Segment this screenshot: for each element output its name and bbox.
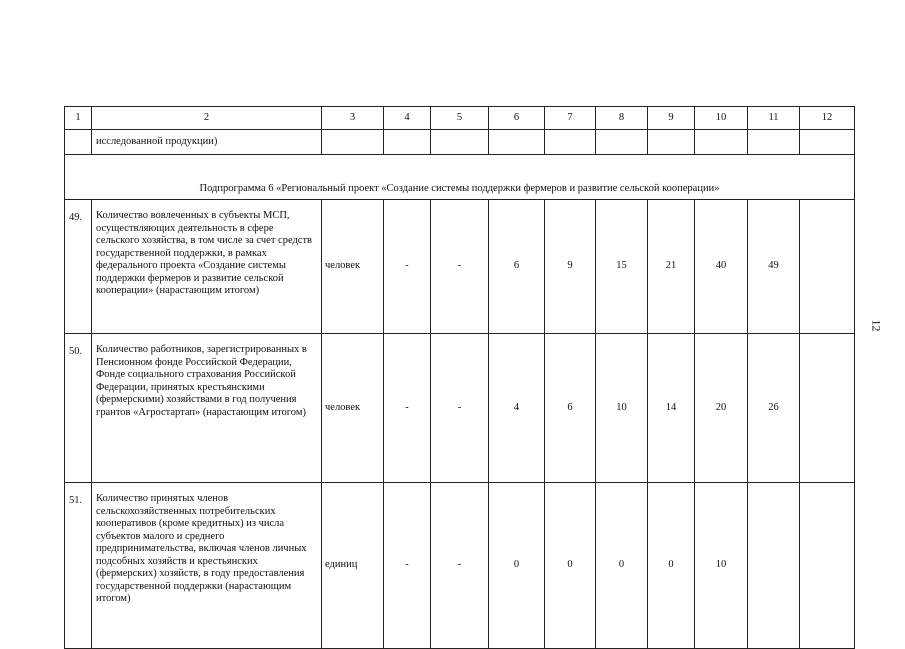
table-cell <box>800 130 855 155</box>
value-cell: 14 <box>648 334 695 483</box>
row-number: 50. <box>65 334 92 483</box>
value-cell: - <box>431 483 489 649</box>
column-header: 4 <box>384 107 431 130</box>
column-header: 10 <box>695 107 748 130</box>
value-cell: 15 <box>596 200 648 334</box>
value-cell: 9 <box>545 200 596 334</box>
indicator-name: Количество работников, зарегистрированных в Пенсионном фонде Российской Федерации, Фонде социального страхования Российской Федерации, принятых крестьянскими (фермерскими) хозяйствами в год получения грантов «Агростартап» (нарастающим итогом) <box>92 334 322 483</box>
value-cell: 0 <box>489 483 545 649</box>
value-cell: 4 <box>489 334 545 483</box>
table-cell <box>695 130 748 155</box>
value-cell: 0 <box>596 483 648 649</box>
indicators-table <box>64 106 855 649</box>
subprogram-title: Подпрограмма 6 «Региональный проект «Создание системы поддержки фермеров и развитие сельской кооперации» <box>65 155 855 200</box>
table-cell <box>596 130 648 155</box>
value-cell: 6 <box>489 200 545 334</box>
column-header: 7 <box>545 107 596 130</box>
value-cell: - <box>384 200 431 334</box>
value-cell <box>800 334 855 483</box>
table-cell <box>322 130 384 155</box>
table-cell <box>384 130 431 155</box>
value-cell: 21 <box>648 200 695 334</box>
value-cell: 26 <box>748 334 800 483</box>
row-number: 49. <box>65 200 92 334</box>
table-cell <box>489 130 545 155</box>
table-row <box>65 200 855 334</box>
row-number: 51. <box>65 483 92 649</box>
column-header: 3 <box>322 107 384 130</box>
table-cell <box>648 130 695 155</box>
value-cell <box>800 483 855 649</box>
value-cell <box>800 200 855 334</box>
table-row <box>65 334 855 483</box>
column-header: 1 <box>65 107 92 130</box>
column-header: 8 <box>596 107 648 130</box>
column-header: 12 <box>800 107 855 130</box>
column-header: 9 <box>648 107 695 130</box>
unit-cell: человек <box>322 334 384 483</box>
table-cell <box>545 130 596 155</box>
value-cell: 0 <box>545 483 596 649</box>
table-cell <box>65 130 92 155</box>
value-cell: 10 <box>596 334 648 483</box>
page-number: 12 <box>869 319 884 332</box>
value-cell: 49 <box>748 200 800 334</box>
indicator-name: Количество принятых членов сельскохозяйственных потребительских кооперативов (кроме кредитных) из числа субъектов малого и среднего предпринимательства, включая членов личных подсобных хозяйств и крестьянских (фермерских) хозяйств, в году предоставления государственной поддержки (нарастающим итогом) <box>92 483 322 649</box>
value-cell: - <box>431 200 489 334</box>
continuation-text: исследованной продукции) <box>92 130 322 155</box>
value-cell: 20 <box>695 334 748 483</box>
column-number-row <box>65 107 855 130</box>
value-cell: 0 <box>648 483 695 649</box>
unit-cell: единиц <box>322 483 384 649</box>
table-cell <box>748 130 800 155</box>
value-cell: - <box>384 483 431 649</box>
column-header: 5 <box>431 107 489 130</box>
value-cell: - <box>431 334 489 483</box>
subprogram-row <box>65 155 855 200</box>
column-header: 6 <box>489 107 545 130</box>
column-header: 2 <box>92 107 322 130</box>
unit-cell: человек <box>322 200 384 334</box>
table-row <box>65 483 855 649</box>
table-cell <box>431 130 489 155</box>
value-cell: - <box>384 334 431 483</box>
value-cell: 10 <box>695 483 748 649</box>
column-header: 11 <box>748 107 800 130</box>
continuation-row <box>65 130 855 155</box>
value-cell: 40 <box>695 200 748 334</box>
value-cell <box>748 483 800 649</box>
value-cell: 6 <box>545 334 596 483</box>
indicator-name: Количество вовлеченных в субъекты МСП, осуществляющих деятельность в сфере сельского хозяйства, в том числе за счет средств государственной поддержки, в рамках федерального проекта «Создание системы поддержки фермеров и развитие сельской кооперации» (нарастающим итогом) <box>92 200 322 334</box>
